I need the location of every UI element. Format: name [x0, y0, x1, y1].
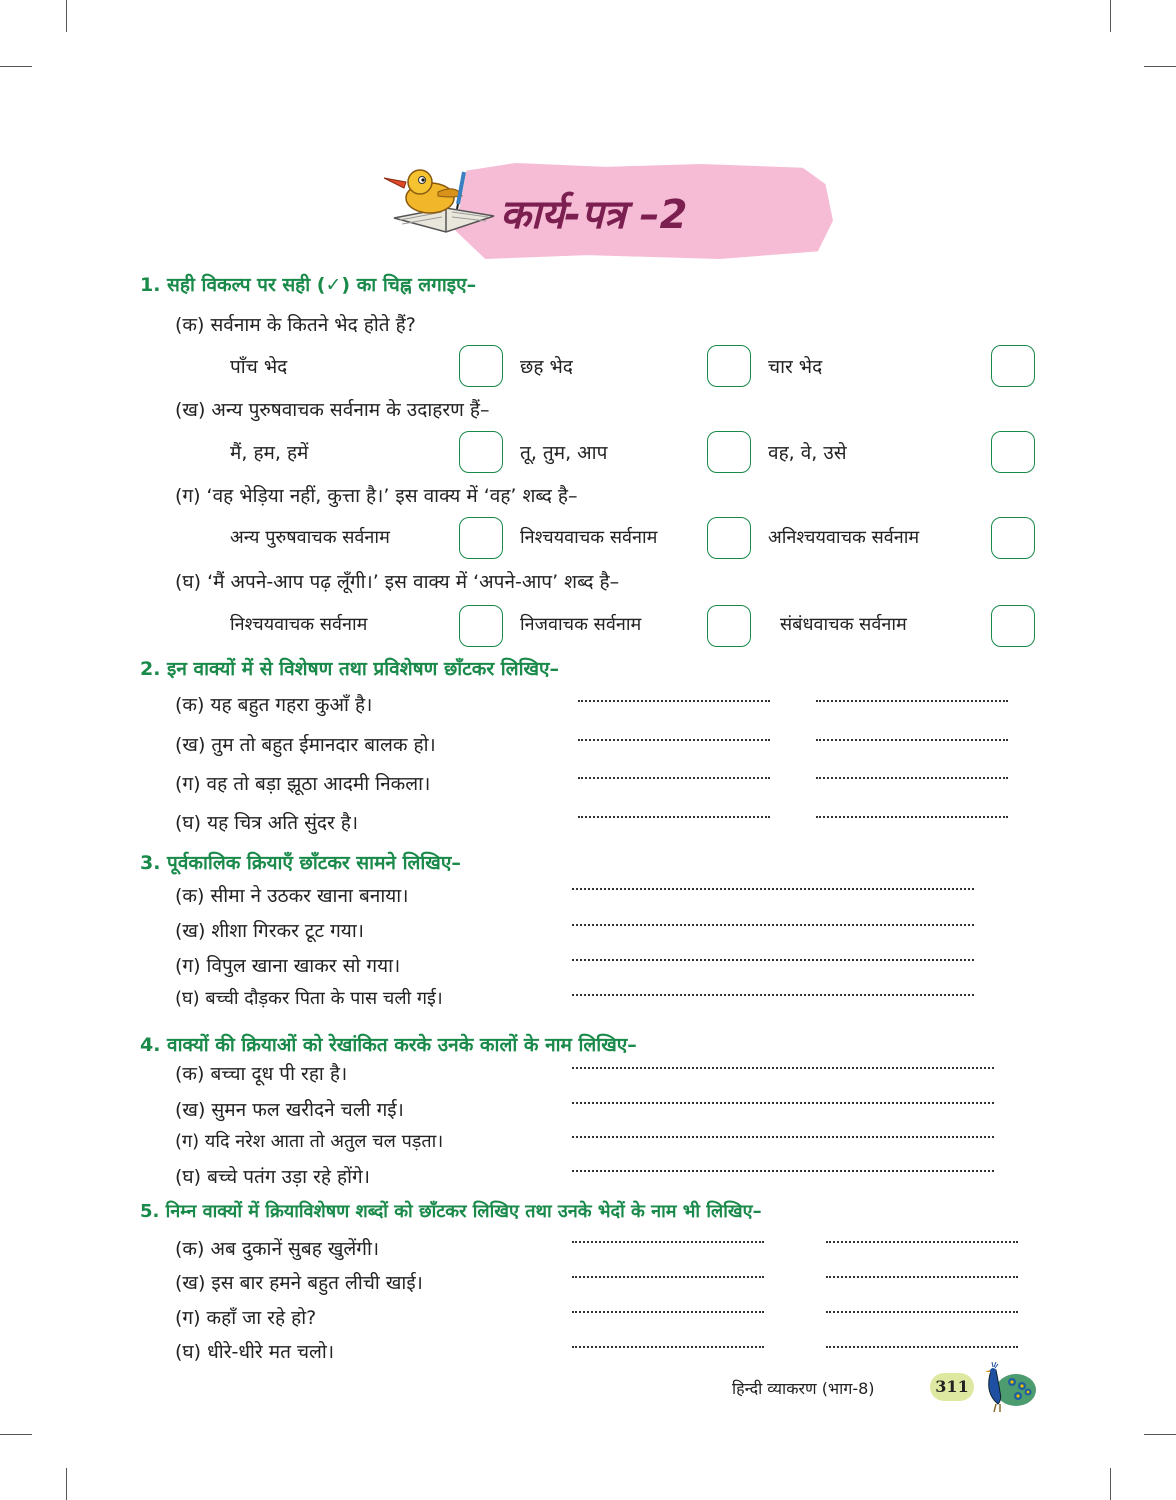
q1-c-option-2: निश्चयवाचक सर्वनाम [520, 527, 658, 548]
q1-c-checkbox-2[interactable] [707, 517, 751, 559]
q1-d-option-2: निजवाचक सर्वनाम [520, 614, 642, 635]
answer-blank[interactable] [572, 1136, 994, 1138]
q4-heading: 4. वाक्यों की क्रियाओं को रेखांकित करके उनके कालों के नाम लिखिए– [140, 1034, 637, 1056]
q1-c-option-1: अन्य पुरुषवाचक सर्वनाम [230, 527, 390, 548]
q1-c-option-3: अनिश्चयवाचक सर्वनाम [768, 527, 920, 548]
q1-d-checkbox-1[interactable] [459, 605, 503, 647]
q3-c-sentence: (ग) विपुल खाना खाकर सो गया। [175, 955, 401, 977]
q1-b-checkbox-1[interactable] [459, 431, 503, 473]
q1-a-option-3: चार भेद [768, 356, 823, 378]
q1-b-option-2: तू, तुम, आप [520, 442, 608, 464]
answer-blank[interactable] [572, 888, 974, 890]
q5-d-sentence: (घ) धीरे-धीरे मत चलो। [175, 1341, 335, 1363]
peacock-icon [970, 1360, 1040, 1416]
answer-blank[interactable] [572, 1102, 994, 1104]
answer-blank[interactable] [572, 959, 974, 961]
q1-b-option-1: मैं, हम, हमें [230, 442, 309, 464]
book-title: हिन्दी व्याकरण (भाग-8) [732, 1379, 875, 1398]
crop-mark [0, 1434, 32, 1435]
crop-mark [0, 66, 32, 67]
q3-b-sentence: (ख) शीशा गिरकर टूट गया। [175, 920, 364, 942]
q4-d-sentence: (घ) बच्चे पतंग उड़ा रहे होंगे। [175, 1166, 370, 1188]
q1-a-checkbox-2[interactable] [707, 345, 751, 387]
crop-mark [1110, 1468, 1111, 1500]
q1-a-option-2: छह भेद [520, 356, 573, 378]
bird-with-book-icon [376, 160, 506, 240]
q1-a-option-1: पाँच भेद [230, 356, 288, 378]
q1-d-question: (घ) ‘मैं अपने-आप पढ़ लूँगी।’ इस वाक्य में ‘अपने-आप’ शब्द है– [175, 571, 620, 593]
q1-c-question: (ग) ‘वह भेड़िया नहीं, कुत्ता है।’ इस वाक्य में ‘वह’ शब्द है– [175, 485, 578, 507]
answer-blank[interactable] [572, 994, 974, 996]
q1-c-checkbox-3[interactable] [991, 517, 1035, 559]
worksheet-title: कार्य-पत्र –2 [500, 192, 688, 238]
q1-a-question: (क) सर्वनाम के कितने भेद होते हैं? [175, 314, 416, 336]
q1-b-question: (ख) अन्य पुरुषवाचक सर्वनाम के उदाहरण हैं– [175, 399, 490, 421]
answer-blank[interactable] [816, 700, 1008, 702]
crop-mark [66, 1468, 67, 1500]
answer-blank[interactable] [572, 1241, 764, 1243]
answer-blank[interactable] [826, 1311, 1018, 1313]
q4-a-sentence: (क) बच्चा दूध पी रहा है। [175, 1063, 348, 1085]
answer-blank[interactable] [572, 1170, 994, 1172]
answer-blank[interactable] [578, 777, 770, 779]
q1-b-option-3: वह, वे, उसे [768, 442, 847, 464]
q1-d-checkbox-3[interactable] [991, 605, 1035, 647]
q5-b-sentence: (ख) इस बार हमने बहुत लीची खाई। [175, 1272, 423, 1294]
q1-b-checkbox-3[interactable] [991, 431, 1035, 473]
answer-blank[interactable] [826, 1276, 1018, 1278]
q1-a-checkbox-3[interactable] [991, 345, 1035, 387]
q4-b-sentence: (ख) सुमन फल खरीदने चली गई। [175, 1099, 404, 1121]
q5-heading: 5. निम्न वाक्यों में क्रियाविशेषण शब्दों को छाँटकर लिखिए तथा उनके भेदों के नाम भी लिखिए– [140, 1201, 762, 1222]
q2-d-sentence: (घ) यह चित्र अति सुंदर है। [175, 812, 359, 834]
answer-blank[interactable] [578, 700, 770, 702]
q1-d-option-3: संबंधवाचक सर्वनाम [780, 614, 907, 635]
q2-heading: 2. इन वाक्यों में से विशेषण तथा प्रविशेषण छाँटकर लिखिए– [140, 658, 560, 680]
q2-b-sentence: (ख) तुम तो बहुत ईमानदार बालक हो। [175, 734, 436, 756]
answer-blank[interactable] [816, 739, 1008, 741]
answer-blank[interactable] [572, 1276, 764, 1278]
crop-mark [66, 0, 67, 32]
crop-mark [1110, 0, 1111, 32]
q3-d-sentence: (घ) बच्ची दौड़कर पिता के पास चली गई। [175, 988, 443, 1009]
page-number: 311 [930, 1373, 974, 1401]
q3-heading: 3. पूर्वकालिक क्रियाएँ छाँटकर सामने लिखिए– [140, 852, 461, 874]
answer-blank[interactable] [578, 739, 770, 741]
answer-blank[interactable] [572, 924, 974, 926]
q1-b-checkbox-2[interactable] [707, 431, 751, 473]
crop-mark [1144, 1434, 1176, 1435]
q1-d-option-1: निश्चयवाचक सर्वनाम [230, 614, 368, 635]
answer-blank[interactable] [826, 1241, 1018, 1243]
crop-mark [1144, 66, 1176, 67]
answer-blank[interactable] [572, 1346, 764, 1348]
q2-a-sentence: (क) यह बहुत गहरा कुआँ है। [175, 694, 373, 716]
q1-c-checkbox-1[interactable] [459, 517, 503, 559]
answer-blank[interactable] [578, 816, 770, 818]
q5-a-sentence: (क) अब दुकानें सुबह खुलेंगी। [175, 1238, 380, 1260]
q1-d-checkbox-2[interactable] [707, 605, 751, 647]
q3-a-sentence: (क) सीमा ने उठकर खाना बनाया। [175, 885, 409, 907]
answer-blank[interactable] [572, 1067, 994, 1069]
answer-blank[interactable] [572, 1311, 764, 1313]
q1-heading: 1. सही विकल्प पर सही (✓) का चिह्न लगाइए– [140, 274, 477, 296]
answer-blank[interactable] [816, 816, 1008, 818]
q2-c-sentence: (ग) वह तो बड़ा झूठा आदमी निकला। [175, 773, 431, 795]
q5-c-sentence: (ग) कहाँ जा रहे हो? [175, 1307, 317, 1329]
answer-blank[interactable] [826, 1346, 1018, 1348]
answer-blank[interactable] [816, 777, 1008, 779]
q4-c-sentence: (ग) यदि नरेश आता तो अतुल चल पड़ता। [175, 1131, 444, 1152]
q1-a-checkbox-1[interactable] [459, 345, 503, 387]
